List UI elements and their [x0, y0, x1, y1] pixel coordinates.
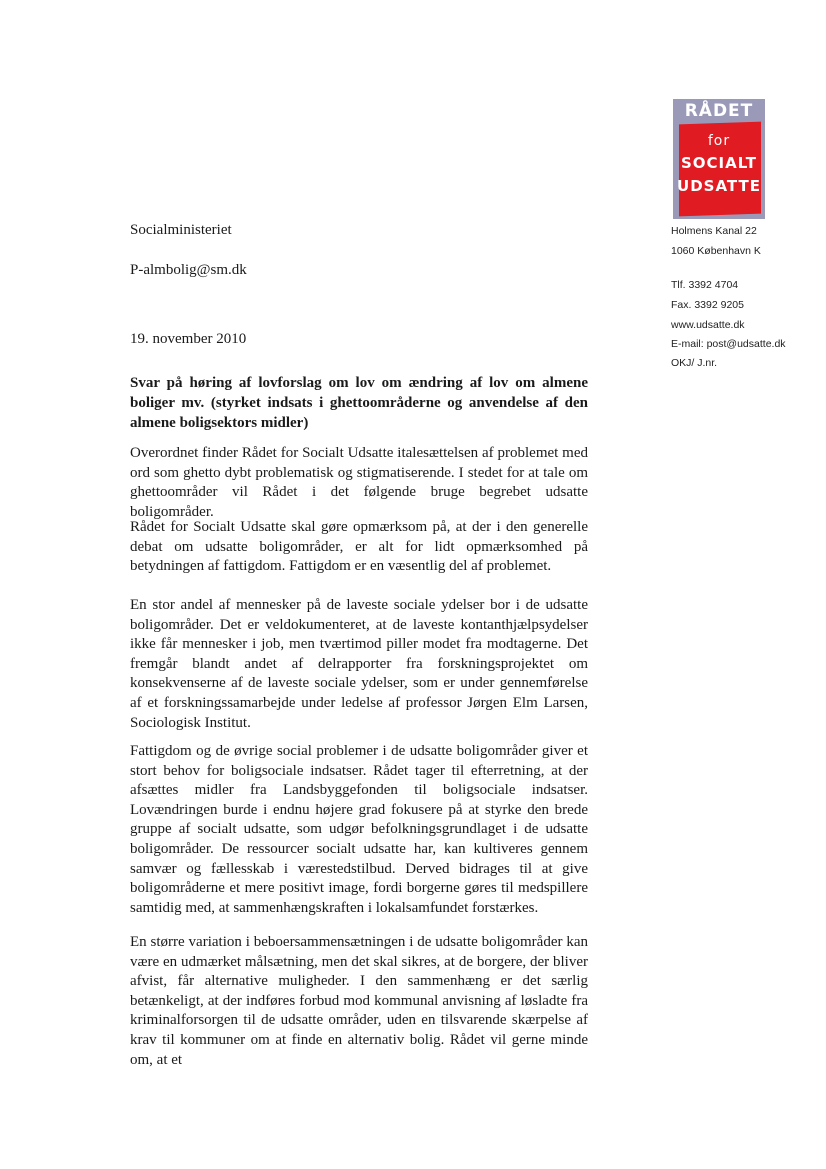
logo-line-4: UDSATTE	[677, 177, 761, 195]
recipient-name: Socialministeriet	[130, 222, 232, 238]
recipient-email[interactable]: P-almbolig@sm.dk	[130, 262, 247, 278]
logo-line-3: SOCIALT	[680, 154, 758, 172]
sender-fax: Fax. 3392 9205	[671, 299, 744, 311]
body-paragraph-4: Fattigdom og de øvrige social problemer i de udsatte boligområder giver et stort behov for boligsociale indsatser. Rådet tager til efterretning, at der afsættes midler fra Landsbyggefonden til boligsociale indsatser. Lovændringen burde i endnu højere grad fokusere på at styrke den brede gruppe af socialt udsatte, som udgør befolkningsgrundlaget i de udsatte boligområder. De ressourcer socialt udsatte har, kan kultiveres gennem samvær og fællesskab i værestedstilbud. Derved bidrages til at give boligområderne et mere positivt image, fordi borgerne gøres til medspillere samtidig med, at sammenhængskraften i lokalsamfundet forstærkes.	[130, 743, 588, 916]
body-paragraph-2: Rådet for Socialt Udsatte skal gøre opmærksom på, at der i den generelle debat om udsatte boligområder, er alt for lidt opmærksomhed på betydningen af fattigdom. Fattigdom er en væsentlig del af problemet.	[130, 519, 588, 575]
sender-website[interactable]: www.udsatte.dk	[671, 319, 745, 331]
logo-line-1: RÅDET	[684, 101, 754, 121]
sender-reference: OKJ/ J.nr.	[671, 357, 718, 369]
logo-line-2: for	[707, 133, 731, 149]
body-paragraph-3: En stor andel af mennesker på de laveste sociale ydelser bor i de udsatte boligområder. Det er veldokumenteret, at de laveste kontanthjælpsydelser ikke får mennesker i job, men tværtimod piller modet fra modtagerne. Det fremgår blandt andet af delrapporter fra forskningsprojektet om konsekvenserne af de laveste sociale ydelser, som er under gennemførelse af et forskningssamarbejde under ledelse af professor Jørgen Elm Larsen, Sociologisk Institut.	[130, 597, 588, 731]
letter-subject: Svar på høring af lovforslag om lov om ændring af lov om almene boliger mv. (styrket indsats i ghettoområderne og anvendelse af den almene boligsektors midler)	[130, 375, 588, 431]
sender-email[interactable]: E-mail: post@udsatte.dk	[671, 338, 786, 350]
sender-address-line-2: 1060 København K	[671, 245, 761, 257]
letter-date: 19. november 2010	[130, 331, 247, 347]
sender-phone: Tlf. 3392 4704	[671, 279, 739, 291]
body-paragraph-5: En større variation i beboersammensætningen i de udsatte boligområder kan være en udmærket målsætning, men det skal sikres, at de borgere, der bliver afvist, får alternative muligheder. I den sammenhæng er det særlig betænkeligt, at der indføres forbud mod kommunal anvisning af løsladte fra kriminalforsorgen til de udsatte områder, uden en tilsvarende skærpelse af krav til kommuner om at finde en alternativ bolig. Rådet vil gerne minde om, at et	[130, 934, 588, 1068]
organization-logo	[673, 99, 765, 219]
body-paragraph-1: Overordnet finder Rådet for Socialt Udsatte italesættelsen af problemet med ord som ghetto dybt problematisk og stigmatiserende. I stedet for at tale om ghettoområder vil Rådet i det følgende bruge begrebet udsatte boligområder.	[130, 445, 588, 520]
sender-address-line-1: Holmens Kanal 22	[671, 225, 757, 237]
